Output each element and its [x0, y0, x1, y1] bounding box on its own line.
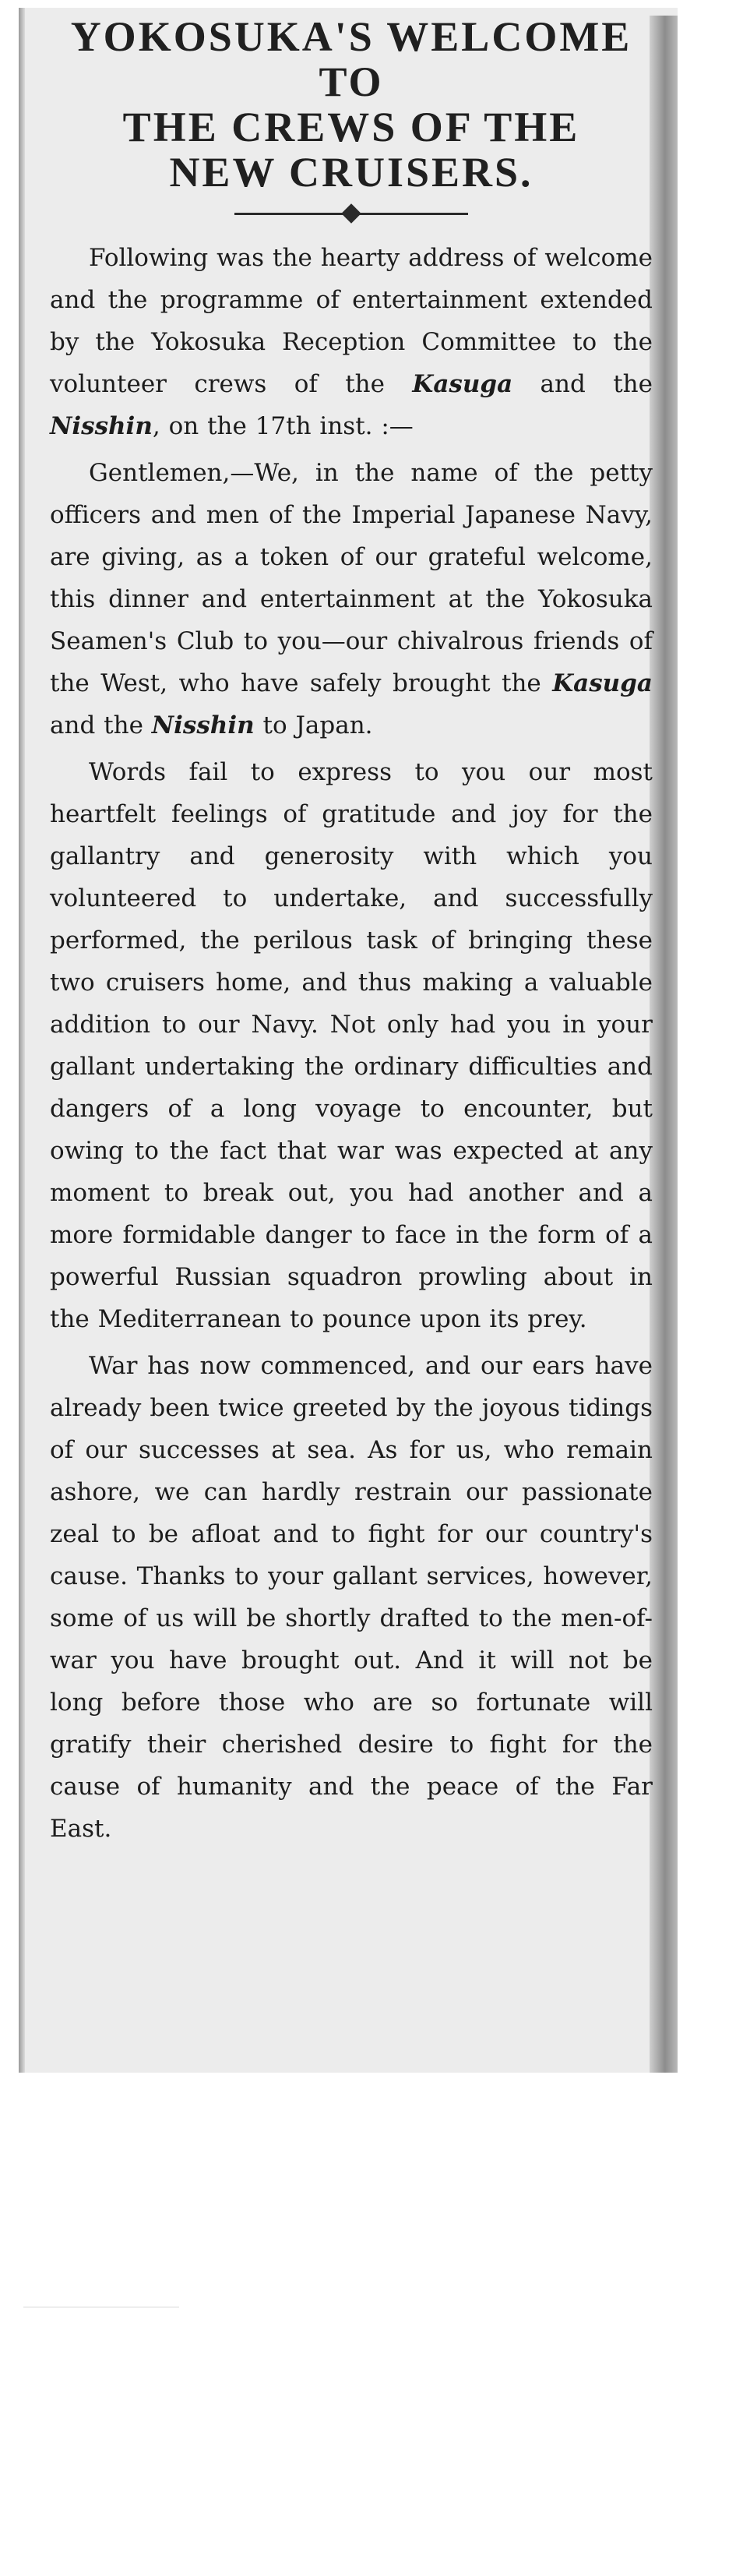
headline-line: THE CREWS OF THE [122, 104, 580, 150]
ship-name: Nisshin [151, 711, 255, 739]
text-run: , on the 17th inst. :— [152, 412, 414, 440]
text-run: Gentlemen,—We, in the name of the petty officers and men of the Imperial Japanese Navy, are giving, as a token of our grateful welcome, this dinner and entertainment at the Yokosuka Seamen's Club to you—our chivalrous friends of the West, who have safely brought the [50, 459, 653, 697]
article-column [50, 14, 653, 1854]
text-run: Following was the hearty address of welcome and the programme of entertainment extended by the Yokosuka Reception Committee to the volunteer crews of the [50, 244, 653, 398]
headline [50, 14, 653, 195]
text-run: War has now commenced, and our ears have already been twice greeted by the joyous tidings of our successes at sea. As for us, who remain ashore, we can hardly restrain our passionate zeal to be afloat and to fight for our country's cause. Thanks to your gallant services, however, some of us will be shortly drafted to the men-of-war you have brought out. And it will not be long before those who are so fortunate will gratify their cherished desire to fight for the cause of humanity and the peace of the Far East. [50, 1352, 653, 1843]
headline-line: NEW CRUISERS. [169, 149, 533, 196]
text-run: and the [50, 711, 152, 739]
text-run: to Japan. [254, 711, 373, 739]
clipping-left-shadow [19, 8, 25, 2073]
headline-rule [234, 203, 468, 224]
paragraph [50, 452, 653, 746]
paragraph [50, 1345, 653, 1850]
headline-line: YOKOSUKA'S WELCOME TO [70, 13, 632, 105]
scan-artifact [23, 2306, 179, 2308]
clipping-right-shadow [650, 16, 678, 2073]
ship-name: Kasuga [412, 370, 513, 398]
text-run: Words fail to express to you our most heartfelt feelings of gratitude and joy for the gallantry and generosity with which you volunteered to undertake, and successfully performed, the perilous task of bringing these two cruisers home, and thus making a valuable addition to our Navy. Not only had you in your gallant undertaking the ordinary difficulties and dangers of a long voyage to encounter, but owing to the fact that war was expected at any moment to break out, you had another and a more formidable danger to face in the form of a powerful Russian squadron prowling about in the Mediterranean to pounce upon its prey. [50, 758, 653, 1333]
ship-name: Nisshin [50, 412, 153, 440]
paragraph [50, 751, 653, 1340]
article-body [50, 237, 653, 1850]
paragraph [50, 237, 653, 447]
diamond-ornament-icon [341, 203, 361, 223]
ship-name: Kasuga [552, 669, 653, 697]
text-run: and the [512, 370, 653, 398]
